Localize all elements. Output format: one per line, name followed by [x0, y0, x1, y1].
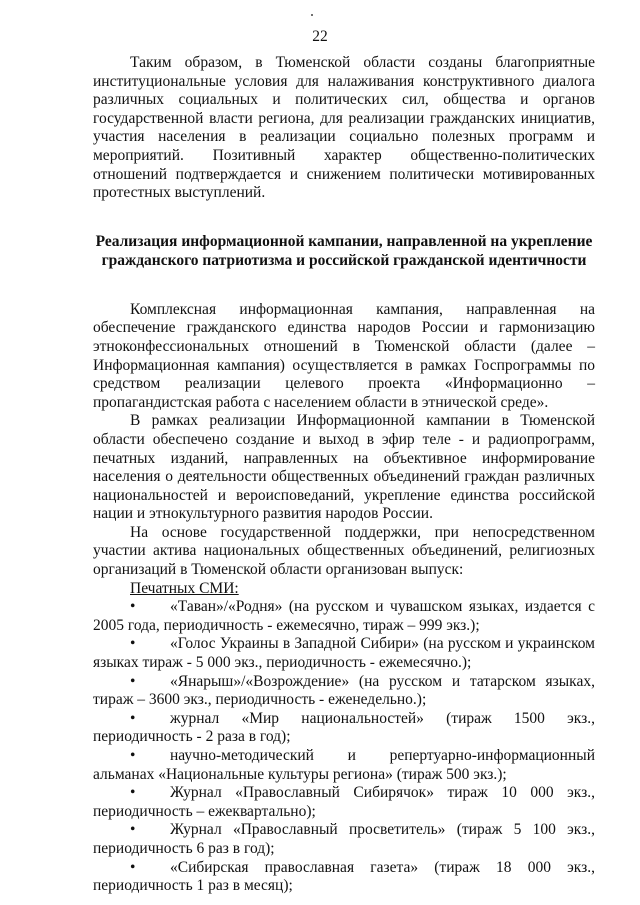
body-paragraph: На основе государственной поддержки, при непосредственном участии актива национальных общественных объединений, религиозных организаций в Тюменской области организован выпуск: — [93, 523, 595, 579]
list-item — [93, 598, 595, 635]
list-item — [93, 673, 595, 710]
list-item-text: «Янарыш»/«Возрождение» (на русском и татарском языках, тираж – 3600 экз., периодичность - еженедельно.); — [93, 672, 595, 709]
bullet-icon: • — [130, 672, 136, 690]
list-item-text: Журнал «Православный просветитель» (тираж 5 100 экз., периодичность 6 раз в год); — [93, 821, 595, 857]
bullet-icon: • — [130, 821, 136, 839]
bullet-icon: • — [130, 635, 136, 653]
list-item-text: Журнал «Православный Сибирячок» тираж 10 000 экз., периодичность – ежеквартально); — [93, 784, 595, 820]
page-number: 22 — [312, 28, 328, 45]
intro-paragraph: Таким образом, в Тюменской области созданы благоприятные институциональные условия для налаживания конструктивного диалога различных социальных и политических сил, общества и органов государственной власти региона, для реализации гражданских инициатив, участия населения в реализации социально полезных программ и мероприятий. Позитивный характер общественно-политических отношений подтверждается и снижением политически мотивированных протестных выступлений. — [93, 54, 595, 202]
list-item — [93, 747, 595, 784]
bullet-icon: • — [130, 598, 136, 616]
media-heading — [93, 580, 595, 599]
list-item-text: научно-методический и репертуарно-информационный альманах «Национальные культуры региона» (тираж 500 экз.); — [93, 747, 595, 783]
section-title — [93, 232, 595, 270]
list-item-text: «Сибирская православная газета» (тираж 18 000 экз., периодичность 1 раз в месяц); — [93, 858, 595, 895]
bullet-icon: • — [130, 784, 136, 802]
body-paragraph: Комплексная информационная кампания, направленная на обеспечение гражданского единства народов России и гармонизацию этноконфессиональных отношений в Тюменской области (далее – Информационная кампания) осуществляется в рамках Госпрограммы по средством реализации целевого проекта «Информационно – пропагандистская работа с населением области в этнической среде». — [93, 300, 595, 411]
list-item — [93, 859, 595, 896]
list-item-text: журнал «Мир национальностей» (тираж 1500 экз., периодичность - 2 раза в год); — [93, 709, 595, 746]
body-paragraph: В рамках реализации Информационной кампании в Тюменской области обеспечено создание и выход в эфир теле - и радиопрограмм, печатных изданий, направленных на объективное информирование населения о деятельности общественных объединений граждан различных национальностей и вероисповеданий, укрепление единства российской нации и этнокультурного развития народов России. — [93, 412, 595, 523]
list-item — [93, 635, 595, 672]
list-item — [93, 710, 595, 747]
list-item-text: «Голос Украины в Западной Сибири» (на русском и украинском языках тираж - 5 000 экз., периодичность - ежемесячно.); — [93, 635, 595, 672]
list-item — [93, 821, 595, 858]
section-title-line-1: Реализация информационной кампании, направленной на укрепление — [95, 232, 593, 250]
media-heading-text: Печатных СМИ: — [130, 579, 239, 597]
bullet-icon: • — [130, 747, 136, 764]
list-item — [93, 784, 595, 821]
bullet-icon: • — [130, 858, 136, 876]
page-content — [93, 54, 595, 896]
list-item-text: «Таван»/«Родня» (на русском и чувашском языках, издается с 2005 года, периодичность - ежемесячно, тираж – 999 экз.); — [93, 598, 595, 634]
print-media-list — [93, 598, 595, 896]
scan-speck — [311, 14, 313, 16]
section-title-line-2: гражданского патриотизма и российской гражданской идентичности — [101, 251, 587, 269]
bullet-icon: • — [130, 709, 136, 727]
